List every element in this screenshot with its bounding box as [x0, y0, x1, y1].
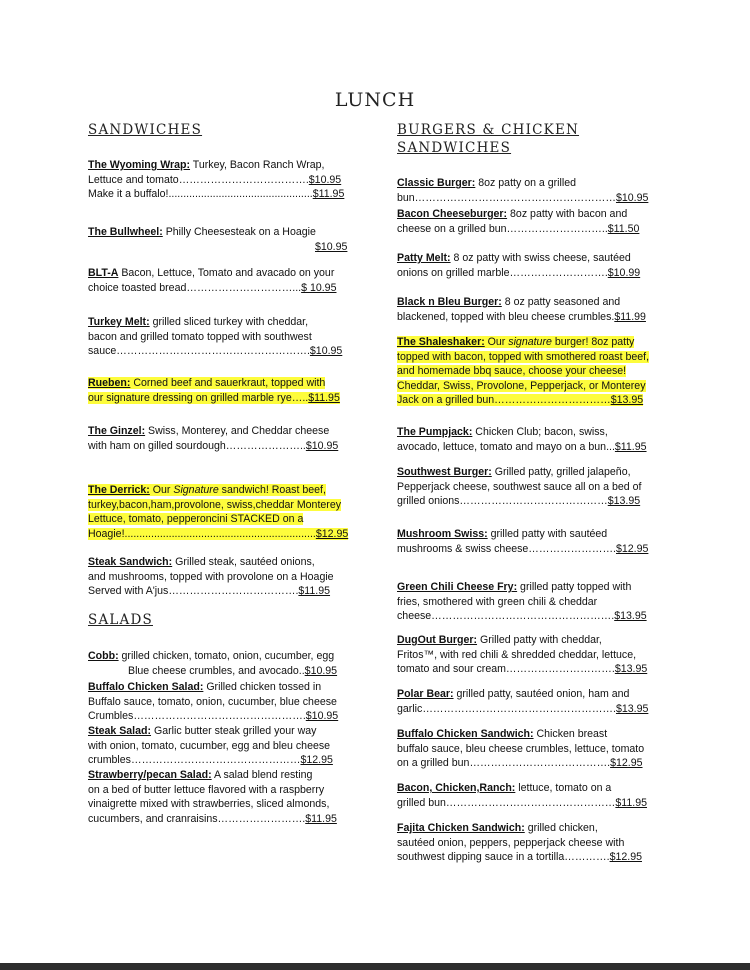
item-desc: with onion, tomato, cucumber, egg and bleu cheese — [88, 739, 331, 752]
item-price: $11.99 — [614, 310, 646, 323]
menu-item-pumpjack — [397, 425, 647, 454]
item-price: $12.95 — [610, 757, 643, 769]
item-name: The Wyoming Wrap: — [88, 159, 191, 171]
item-desc: Grilled chicken tossed in — [203, 681, 322, 693]
item-desc: bacon and grilled tomato topped with southwest — [88, 330, 312, 343]
menu-item-buffalo-chicken-sandwich — [397, 727, 644, 771]
menu-item-mushroom-swiss — [397, 527, 648, 556]
item-desc: Buffalo sauce, tomato, onion, cucumber, blue cheese — [88, 695, 337, 708]
item-price: $11.95 — [308, 391, 340, 404]
item-price: $11.95 — [312, 188, 345, 200]
item-name: Cobb: — [88, 650, 119, 662]
item-name: Patty Melt: — [397, 252, 451, 264]
item-desc: signature — [508, 336, 552, 348]
menu-item-patty-melt — [397, 251, 640, 280]
item-desc: onions on grilled marble………………………. — [397, 266, 608, 279]
item-desc: grilled chicken, — [524, 822, 598, 834]
item-price: $12.95 — [609, 851, 642, 863]
item-desc: on a grilled bun…………………………………. — [397, 757, 611, 769]
item-price: $13.95 — [614, 610, 647, 622]
item-desc: Our — [149, 484, 174, 496]
item-desc: blackened, topped with bleu cheese crumbles. — [397, 310, 615, 323]
item-desc: grilled onions…………………………………… — [397, 495, 608, 507]
item-desc: cucumbers, and cranraisins……………………. — [88, 812, 306, 825]
menu-item-black-n-bleu-burger — [397, 295, 646, 324]
menu-item-dugout-burger — [397, 633, 647, 677]
item-name: Classic Burger: — [397, 177, 476, 189]
item-desc: and homemade bbq sauce, choose your cheese! — [397, 365, 627, 377]
item-desc: Fritos™, with red chili & shredded cheddar, lettuce, — [397, 648, 637, 661]
menu-item-derrick — [88, 483, 360, 541]
item-price: $10.95 — [315, 240, 348, 253]
item-price: $12.95 — [315, 527, 349, 540]
item-desc: on a bed of butter lettuce flavored with a raspberry — [88, 783, 325, 796]
item-name: Southwest Burger: — [397, 466, 492, 478]
item-name: Strawberry/pecan Salad: — [88, 769, 212, 781]
item-desc: burger! 8oz patty — [551, 336, 635, 348]
item-desc: Cheddar, Swiss, Provolone, Pepperjack, or Monterey — [397, 379, 646, 392]
menu-item-steak-salad — [88, 724, 333, 768]
item-price: $13.95 — [610, 394, 644, 406]
item-desc: buffalo sauce, bleu cheese crumbles, lettuce, tomato — [397, 742, 645, 755]
item-desc: lettuce, tomato on a — [515, 782, 612, 794]
item-desc: Corned beef and sauerkraut, topped with — [130, 377, 326, 389]
item-desc: Make it a buffalo!................................................. — [88, 188, 313, 200]
item-desc: avocado, lettuce, tomato and mayo on a bun... — [397, 440, 615, 453]
menu-item-bacon-cheeseburger — [397, 207, 639, 236]
menu-item-blt-a — [88, 266, 336, 295]
item-price: $13.95 — [607, 495, 641, 507]
item-desc: 8 oz patty seasoned and — [501, 296, 621, 308]
item-desc: sandwich! Roast beef, — [218, 484, 326, 496]
item-desc: sautéed onion, peppers, pepperjack cheese with — [397, 836, 625, 849]
item-price: $12.95 — [300, 754, 333, 766]
item-name: The Derrick: — [88, 484, 150, 496]
page-title: LUNCH — [334, 89, 416, 111]
item-desc: 8oz patty with bacon and — [507, 208, 628, 220]
item-price: $13.95 — [615, 702, 649, 715]
menu-item-rueben — [88, 376, 340, 405]
item-price: $10.99 — [607, 266, 641, 279]
item-desc: Chicken breast — [533, 728, 608, 740]
item-name: Turkey Melt: — [88, 316, 150, 328]
item-desc: Philly Cheesesteak on a Hoagie — [162, 226, 316, 238]
item-name: Polar Bear: — [397, 688, 454, 700]
item-desc: fries, smothered with green chili & cheddar — [397, 595, 598, 608]
item-desc: Pepperjack cheese, southwest sauce all on a bed of — [397, 480, 642, 493]
item-desc: grilled patty topped with — [517, 581, 632, 593]
menu-item-bacon-chicken-ranch — [397, 781, 647, 810]
item-desc: choice toasted bread…………………………... — [88, 281, 302, 294]
item-desc: Jack on a grilled bun…………………………… — [397, 394, 611, 406]
menu-item-ginzel — [88, 424, 338, 453]
item-name: The Ginzel: — [88, 425, 146, 437]
menu-item-cobb — [88, 649, 337, 678]
item-name: Black n Bleu Burger: — [397, 296, 502, 308]
item-price: $10.95 — [305, 710, 339, 722]
menu-item-steak-sandwich — [88, 555, 334, 599]
item-desc: with ham on gilled sourdough………………….. — [88, 439, 306, 452]
item-desc: Chicken Club; bacon, swiss, — [472, 426, 608, 438]
item-desc: Hoagie!................................................................. — [88, 527, 316, 540]
item-price: $11.95 — [615, 796, 648, 809]
item-desc: Grilled steak, sautéed onions, — [172, 556, 315, 568]
item-name: Buffalo Chicken Sandwich: — [397, 728, 534, 740]
item-desc: 8oz patty on a grilled — [475, 177, 577, 189]
item-desc: grilled bun………………………………………… — [397, 796, 616, 809]
item-desc: topped with bacon, topped with smothered roast beef, — [397, 350, 650, 363]
menu-item-fajita-chicken-sandwich — [397, 821, 642, 865]
item-desc: cheese……………………………………………. — [397, 610, 615, 622]
menu-item-classic-burger — [397, 176, 648, 205]
item-price: $11.95 — [614, 440, 647, 453]
section-title-sandwiches: SANDWICHES — [88, 122, 203, 138]
item-desc: mushrooms & swiss cheese……………………. — [397, 542, 616, 555]
item-name: Rueben: — [88, 377, 131, 389]
item-name: The Pumpjack: — [397, 426, 473, 438]
menu-item-buffalo-chicken-salad — [88, 680, 338, 724]
item-price: $13.95 — [614, 663, 648, 675]
item-name: The Bullwheel: — [88, 226, 163, 238]
item-name: Mushroom Swiss: — [397, 528, 488, 540]
item-desc: tomato and sour cream…………………………. — [397, 663, 615, 675]
item-price: $11.95 — [305, 812, 337, 825]
item-desc: Lettuce and tomato………………………………. — [88, 173, 309, 186]
item-desc: our signature dressing on grilled marble rye….. — [88, 391, 309, 404]
item-desc: Served with A'jus………………………………. — [88, 585, 299, 597]
item-desc: Blue cheese crumbles, and avocado.. — [128, 664, 305, 677]
menu-item-polar-bear — [397, 687, 648, 716]
item-desc: turkey,bacon,ham,provolone, swiss,cheddar Monterey — [88, 498, 342, 511]
item-price: $10.95 — [615, 191, 649, 204]
item-desc: 8 oz patty with swiss cheese, sautéed — [450, 252, 631, 264]
bottom-border — [0, 963, 750, 970]
section-title-burgers-chicken — [397, 121, 579, 157]
item-name: Steak Sandwich: — [88, 556, 173, 568]
item-name: Steak Salad: — [88, 725, 152, 737]
item-desc: garlic………………………………………………. — [397, 702, 616, 715]
item-desc: crumbles………………………………………… — [88, 754, 301, 766]
item-price: $10.95 — [304, 664, 338, 677]
item-name: The Shaleshaker: — [397, 336, 485, 348]
item-desc: grilled chicken, tomato, onion, cucumber, egg — [118, 650, 335, 662]
section-title-line: BURGERS & CHICKEN — [397, 122, 580, 138]
item-price: $11.50 — [607, 222, 640, 235]
item-name: Buffalo Chicken Salad: — [88, 681, 204, 693]
item-price: $12.95 — [615, 542, 649, 555]
item-name: Bacon Cheeseburger: — [397, 208, 508, 220]
item-name: Bacon, Chicken,Ranch: — [397, 782, 516, 794]
menu-item-bullwheel — [88, 225, 347, 254]
item-desc: bun………………………………………………… — [397, 191, 616, 204]
item-desc: grilled patty with sautéed — [487, 528, 608, 540]
menu-item-shaleshaker — [397, 335, 669, 408]
item-desc: Garlic butter steak grilled your way — [151, 725, 317, 737]
menu-item-wyoming-wrap — [88, 158, 344, 202]
item-desc: Signature — [173, 484, 219, 496]
item-desc: Our — [484, 336, 509, 348]
item-desc: Bacon, Lettuce, Tomato and avacado on your — [118, 267, 335, 279]
item-desc: and mushrooms, topped with provolone on a Hoagie — [88, 570, 334, 583]
item-desc: Grilled patty with cheddar, — [477, 634, 602, 646]
item-desc: grilled patty, sautéed onion, ham and — [453, 688, 630, 700]
item-desc: Turkey, Bacon Ranch Wrap, — [190, 159, 325, 171]
item-desc: vinaigrette mixed with strawberries, sliced almonds, — [88, 798, 330, 810]
menu-item-strawberry-pecan-salad — [88, 768, 337, 826]
section-title-salads: SALADS — [88, 612, 153, 628]
menu-item-southwest-burger — [397, 465, 641, 509]
item-name: Green Chili Cheese Fry: — [397, 581, 518, 593]
menu-item-turkey-melt — [88, 315, 342, 359]
item-price: $10.95 — [309, 345, 343, 357]
item-price: $ 10.95 — [301, 281, 337, 294]
item-desc: Crumbles…………………………………………. — [88, 710, 306, 722]
item-desc: Grilled patty, grilled jalapeño, — [491, 466, 631, 478]
item-name: Fajita Chicken Sandwich: — [397, 822, 525, 834]
item-desc: Lettuce, tomato, pepperoncini STACKED on a — [88, 513, 304, 525]
item-price: $10.95 — [308, 173, 342, 186]
item-price: $10.95 — [305, 439, 339, 452]
item-price: $11.95 — [298, 585, 331, 597]
item-name: DugOut Burger: — [397, 634, 478, 646]
item-desc: cheese on a grilled bun……………………….. — [397, 222, 608, 235]
section-title-line: SANDWICHES — [397, 140, 512, 156]
item-desc: sauce………………………………………………. — [88, 345, 310, 357]
menu-item-green-chili-cheese-fry — [397, 580, 647, 624]
item-desc: Swiss, Monterey, and Cheddar cheese — [145, 425, 330, 437]
item-desc: grilled sliced turkey with cheddar, — [149, 316, 309, 328]
item-name: BLT-A — [88, 267, 119, 279]
item-desc: A salad blend resting — [211, 769, 313, 781]
item-desc: southwest dipping sauce in a tortilla…………. — [397, 851, 610, 863]
